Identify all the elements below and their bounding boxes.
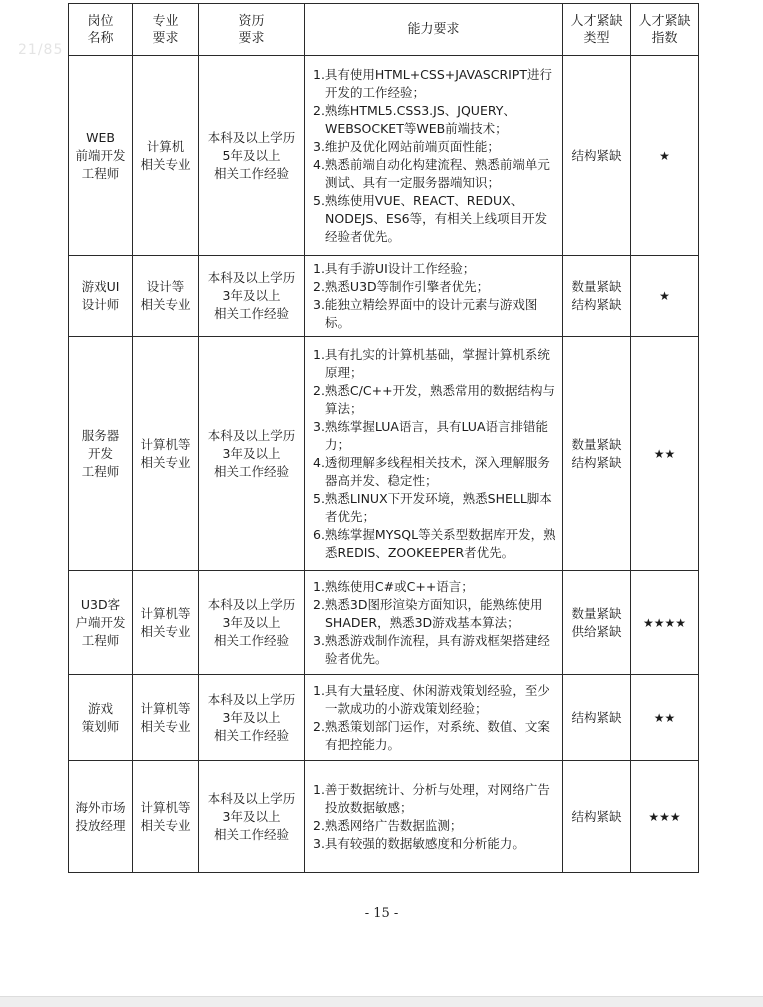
ability-item: 5.熟练使用VUE、REACT、REDUX、NODEJS、ES6等，有相关上线项目开发经验者优先。 [313,192,548,244]
page-watermark: 21/85 [18,42,64,58]
ability-item: 2.熟悉C/C++开发，熟悉常用的数据结构与算法； [313,382,556,416]
shortage-type-cell: 数量紧缺 结构紧缺 [563,256,631,337]
table-row [69,56,699,256]
shortage-index-cell: ★★★★ [631,571,699,675]
ability-item: 1.具有使用HTML+CSS+JAVASCRIPT进行开发的工作经验； [313,66,552,100]
shortage-type-cell: 数量紧缺 供给紧缺 [563,571,631,675]
shortage-index-cell: ★★ [631,337,699,571]
table-header-row [69,4,699,56]
shortage-index-cell: ★★ [631,675,699,761]
ability-item: 3.维护及优化网站前端页面性能； [313,138,500,154]
shortage-index-cell: ★ [631,56,699,256]
ability-item: 6.熟练掌握MYSQL等关系型数据库开发，熟悉REDIS、ZOOKEEPER者优先。 [313,526,556,560]
shortage-type-cell: 结构紧缺 [563,761,631,873]
position-cell: 海外市场 投放经理 [69,761,133,873]
ability-item: 3.熟练掌握LUA语言，具有LUA语言排错能力； [313,418,549,452]
table-row [69,337,699,571]
ability-cell [305,675,563,761]
ability-cell [305,56,563,256]
ability-item: 2.熟悉U3D等制作引擎者优先； [313,279,490,294]
position-cell: 游戏UI 设计师 [69,256,133,337]
ability-item: 3.能独立精绘界面中的设计元素与游戏图标。 [313,297,538,330]
ability-item: 1.具有大量轻度、休闲游戏策划经验，至少一款成功的小游戏策划经验； [313,682,550,716]
ability-item: 2.熟悉策划部门运作，对系统、数值、文案有把控能力。 [313,718,550,752]
shortage-type-cell: 数量紧缺 结构紧缺 [563,337,631,571]
header-position: 岗位 名称 [69,4,133,56]
ability-item: 3.熟悉游戏制作流程，具有游戏框架搭建经验者优先。 [313,632,550,666]
ability-cell [305,256,563,337]
education-cell: 本科及以上学历 5年及以上 相关工作经验 [199,56,305,256]
talent-shortage-table [68,3,699,873]
major-cell: 计算机等 相关专业 [133,675,199,761]
ability-item: 1.具有手游UI设计工作经验； [313,261,476,276]
major-cell: 计算机等 相关专业 [133,337,199,571]
ability-item: 1.具有扎实的计算机基础，掌握计算机系统原理； [313,346,550,380]
ability-item: 4.熟悉前端自动化构建流程、熟悉前端单元测试、具有一定服务器端知识； [313,156,550,190]
education-cell: 本科及以上学历 3年及以上 相关工作经验 [199,337,305,571]
position-cell: WEB 前端开发 工程师 [69,56,133,256]
major-cell: 设计等 相关专业 [133,256,199,337]
header-major: 专业 要求 [133,4,199,56]
page-number: - 15 - [364,906,399,921]
ability-item: 2.熟练HTML5.CSS3.JS、JQUERY、WEBSOCKET等WEB前端技术； [313,102,516,136]
shortage-index-cell: ★ [631,256,699,337]
ability-item: 4.透彻理解多线程相关技术，深入理解服务器高并发、稳定性； [313,454,550,488]
major-cell: 计算机 相关专业 [133,56,199,256]
table-row [69,571,699,675]
shortage-type-cell: 结构紧缺 [563,56,631,256]
ability-item: 3.具有较强的数据敏感度和分析能力。 [313,835,525,851]
major-cell: 计算机等 相关专业 [133,761,199,873]
header-ability: 能力要求 [305,4,563,56]
table-row [69,675,699,761]
education-cell: 本科及以上学历 3年及以上 相关工作经验 [199,761,305,873]
ability-cell [305,337,563,571]
major-cell: 计算机等 相关专业 [133,571,199,675]
education-cell: 本科及以上学历 3年及以上 相关工作经验 [199,675,305,761]
ability-item: 1.善于数据统计、分析与处理，对网络广告投放数据敏感； [313,781,550,815]
position-cell: 服务器 开发 工程师 [69,337,133,571]
education-cell: 本科及以上学历 3年及以上 相关工作经验 [199,571,305,675]
ability-item: 5.熟悉LINUX下开发环境，熟悉SHELL脚本者优先； [313,490,552,524]
ability-item: 1.熟练使用C#或C++语言； [313,578,474,594]
shortage-type-cell: 结构紧缺 [563,675,631,761]
ability-cell [305,571,563,675]
viewer-bottom-bar [0,996,763,1007]
header-education: 资历 要求 [199,4,305,56]
ability-cell [305,761,563,873]
header-shortage-index: 人才紧缺 指数 [631,4,699,56]
ability-item: 2.熟悉3D图形渲染方面知识，能熟练使用SHADER，熟悉3D游戏基本算法； [313,596,543,630]
position-cell: 游戏 策划师 [69,675,133,761]
ability-item: 2.熟悉网络广告数据监测； [313,817,463,833]
table-row [69,761,699,873]
header-shortage-type: 人才紧缺 类型 [563,4,631,56]
table-row [69,256,699,337]
education-cell: 本科及以上学历 3年及以上 相关工作经验 [199,256,305,337]
shortage-index-cell: ★★★ [631,761,699,873]
table-body [69,56,699,873]
position-cell: U3D客 户端开发 工程师 [69,571,133,675]
